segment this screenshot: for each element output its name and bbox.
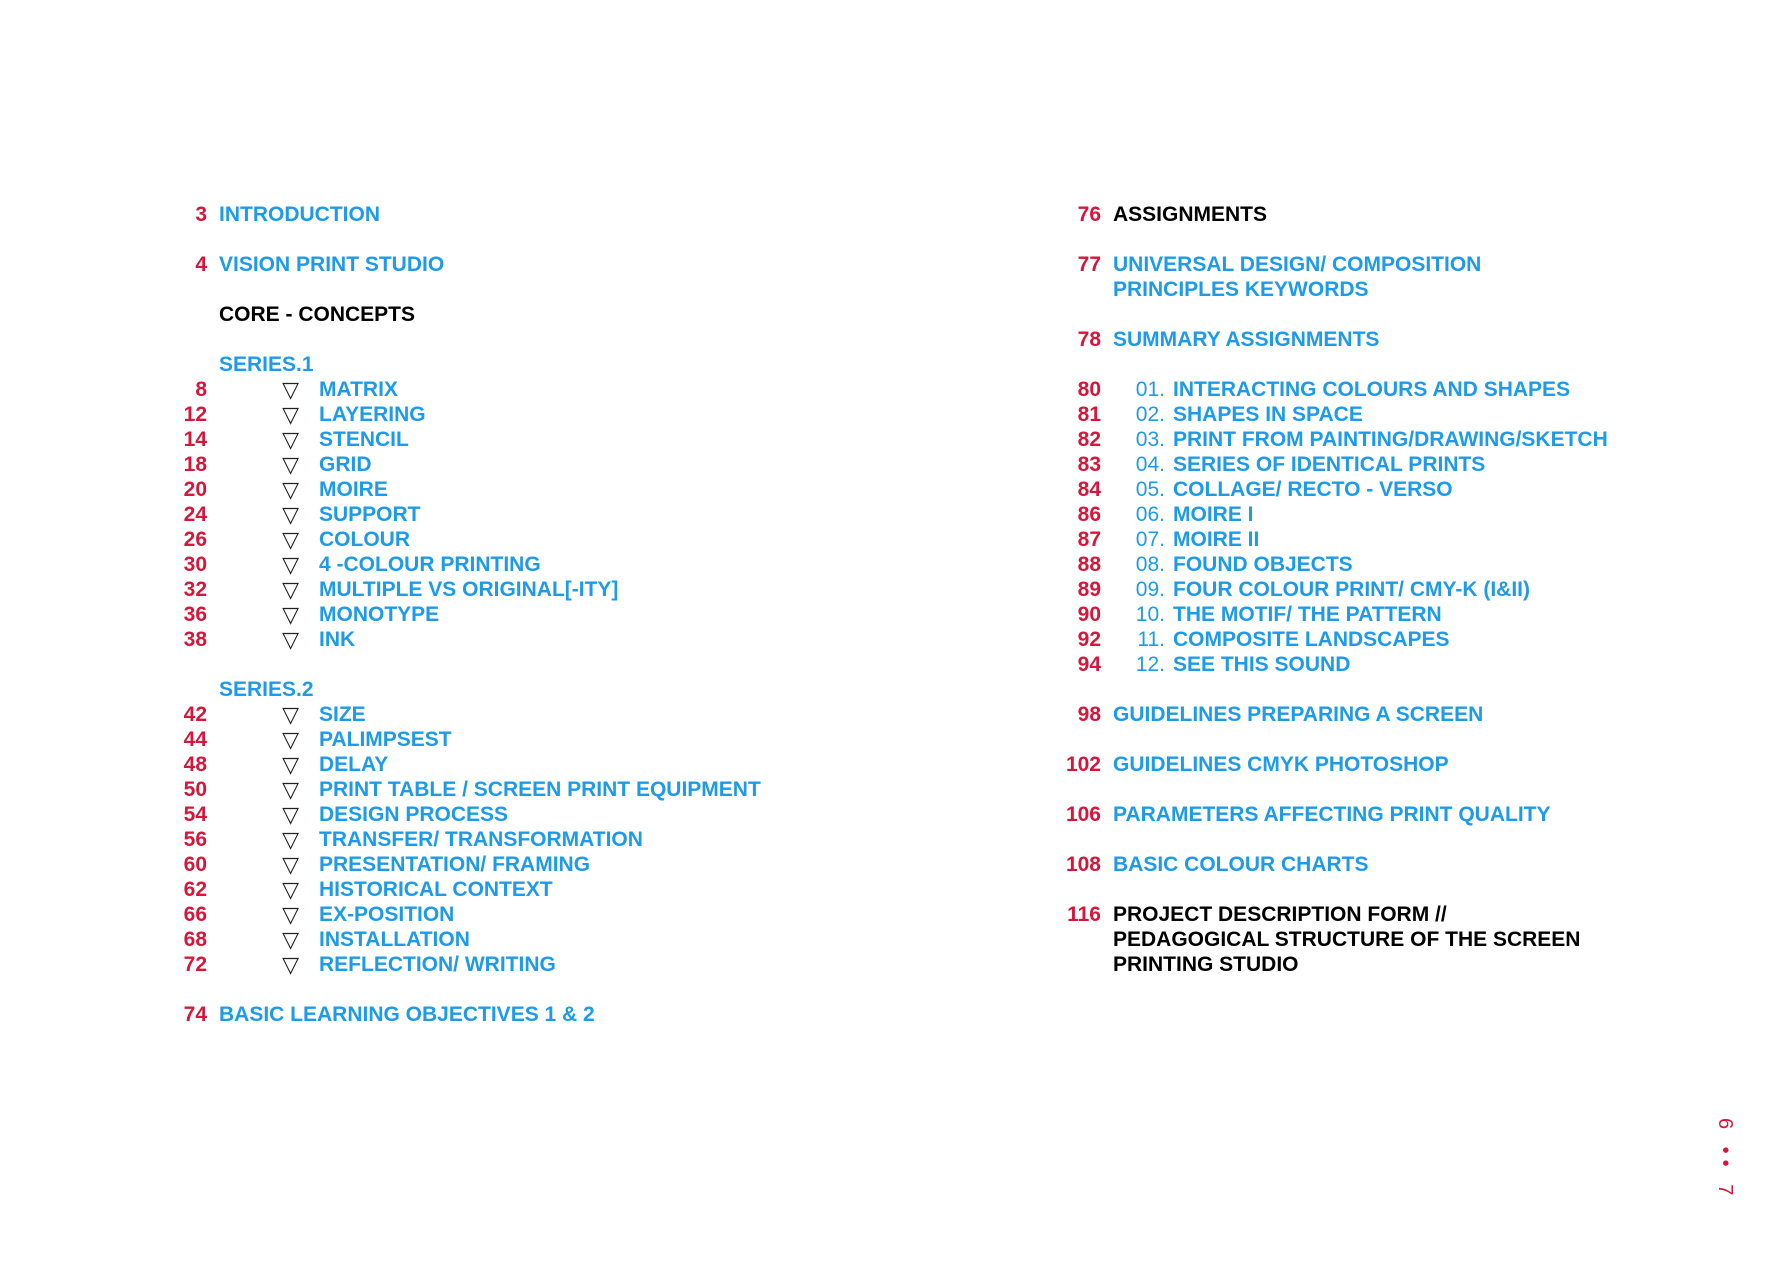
toc-entry-series-1 bbox=[150, 352, 830, 377]
triangle-down-icon: ▽ bbox=[282, 752, 299, 777]
toc-entry-label: INK bbox=[319, 628, 356, 651]
toc-page-number: 42 bbox=[183, 703, 207, 726]
toc-page-number: 32 bbox=[183, 578, 207, 601]
toc-spacer bbox=[150, 652, 830, 677]
toc-entry-assignments[interactable] bbox=[1030, 202, 1690, 227]
toc-assignment-index: 02. bbox=[1135, 403, 1165, 426]
toc-page-number: 78 bbox=[1077, 328, 1101, 351]
toc-entry-support[interactable] bbox=[150, 502, 830, 527]
toc-entry-label: GUIDELINES PREPARING A SCREEN bbox=[1113, 703, 1484, 726]
toc-entry-label: VISION PRINT STUDIO bbox=[219, 253, 445, 276]
toc-spacer bbox=[1030, 727, 1690, 752]
toc-page-number: 50 bbox=[183, 778, 207, 801]
toc-entry-delay[interactable] bbox=[150, 752, 830, 777]
toc-page-number: 62 bbox=[183, 878, 207, 901]
toc-entry-label: DESIGN PROCESS bbox=[319, 803, 509, 826]
triangle-down-icon: ▽ bbox=[282, 402, 299, 427]
toc-entry-label: SERIES OF IDENTICAL PRINTS bbox=[1173, 453, 1486, 476]
toc-entry-installation[interactable] bbox=[150, 927, 830, 952]
toc-page-number: 26 bbox=[183, 528, 207, 551]
toc-assignment-index: 11. bbox=[1137, 628, 1165, 651]
toc-entry-colour[interactable] bbox=[150, 527, 830, 552]
toc-entry-grid[interactable] bbox=[150, 452, 830, 477]
toc-page-number: 8 bbox=[195, 378, 207, 401]
toc-entry-label: REFLECTION/ WRITING bbox=[319, 953, 556, 976]
triangle-down-icon: ▽ bbox=[282, 627, 299, 652]
toc-page-number: 94 bbox=[1077, 653, 1101, 676]
toc-page-number: 82 bbox=[1077, 428, 1101, 451]
toc-entry-label: FOUND OBJECTS bbox=[1173, 553, 1353, 576]
toc-spacer bbox=[150, 277, 830, 302]
toc-page-number: 38 bbox=[183, 628, 207, 651]
triangle-down-icon: ▽ bbox=[282, 802, 299, 827]
toc-page-number: 87 bbox=[1077, 528, 1101, 551]
toc-page-number: 80 bbox=[1077, 378, 1101, 401]
triangle-down-icon: ▽ bbox=[282, 577, 299, 602]
toc-entry-vision-print-studio[interactable] bbox=[150, 252, 830, 277]
toc-entry-summary-assignments[interactable] bbox=[1030, 327, 1690, 352]
toc-page-number: 56 bbox=[183, 828, 207, 851]
toc-page-number: 4 bbox=[195, 253, 207, 276]
triangle-down-icon: ▽ bbox=[282, 452, 299, 477]
toc-page-number: 48 bbox=[183, 753, 207, 776]
toc-page-number: 72 bbox=[183, 953, 207, 976]
toc-entry-label: MOIRE I bbox=[1173, 503, 1254, 526]
toc-assignment-index: 01. bbox=[1135, 378, 1165, 401]
toc-entry-4-colour-printing[interactable] bbox=[150, 552, 830, 577]
toc-page-number: 92 bbox=[1077, 628, 1101, 651]
toc-entry-label: SEE THIS SOUND bbox=[1173, 653, 1351, 676]
toc-entry-label: CORE - CONCEPTS bbox=[219, 303, 416, 326]
toc-entry-label: BASIC COLOUR CHARTS bbox=[1113, 853, 1369, 876]
triangle-down-icon: ▽ bbox=[282, 927, 299, 952]
triangle-down-icon: ▽ bbox=[282, 902, 299, 927]
toc-entry-introduction[interactable] bbox=[150, 202, 830, 227]
toc-entry-label: SERIES.2 bbox=[219, 678, 314, 701]
toc-entry-label: COLOUR bbox=[319, 528, 410, 551]
toc-entry-ink[interactable] bbox=[150, 627, 830, 652]
toc-right-column bbox=[1030, 202, 1690, 977]
toc-entry-shapes-in-space[interactable] bbox=[1030, 402, 1690, 427]
toc-page-number: 106 bbox=[1065, 803, 1101, 826]
toc-entry-label: PRINT FROM PAINTING/DRAWING/SKETCH bbox=[1173, 428, 1608, 451]
toc-page-number: 36 bbox=[183, 603, 207, 626]
toc-assignment-index: 06. bbox=[1135, 503, 1165, 526]
toc-page-number: 74 bbox=[183, 1003, 207, 1026]
page-numbers-label: 6 •• 7 bbox=[1714, 1118, 1736, 1202]
toc-entry-multiple-vs-original-ity[interactable] bbox=[150, 577, 830, 602]
toc-entry-collage-recto-verso[interactable] bbox=[1030, 477, 1690, 502]
toc-page-number: 84 bbox=[1077, 478, 1101, 501]
toc-assignment-index: 03. bbox=[1135, 428, 1165, 451]
toc-spacer bbox=[1030, 227, 1690, 252]
toc-page-number: 98 bbox=[1077, 703, 1101, 726]
triangle-down-icon: ▽ bbox=[282, 727, 299, 752]
toc-entry-reflection-writing[interactable] bbox=[150, 952, 830, 977]
toc-spacer bbox=[1030, 877, 1690, 902]
toc-entry-label: PRINT TABLE / SCREEN PRINT EQUIPMENT bbox=[319, 778, 761, 801]
toc-entry-size[interactable] bbox=[150, 702, 830, 727]
toc-entry-guidelines-cmyk-photoshop[interactable] bbox=[1030, 752, 1690, 777]
toc-entry-ex-position[interactable] bbox=[150, 902, 830, 927]
toc-entry-label: SUPPORT bbox=[319, 503, 421, 526]
toc-spacer bbox=[150, 327, 830, 352]
toc-entry-historical-context[interactable] bbox=[150, 877, 830, 902]
toc-entry-label: TRANSFER/ TRANSFORMATION bbox=[319, 828, 643, 851]
triangle-down-icon: ▽ bbox=[282, 527, 299, 552]
toc-entry-label: COLLAGE/ RECTO - VERSO bbox=[1173, 478, 1453, 501]
toc-entry-label: INTERACTING COLOURS AND SHAPES bbox=[1173, 378, 1571, 401]
toc-spacer bbox=[1030, 677, 1690, 702]
toc-assignment-index: 12. bbox=[1135, 653, 1165, 676]
toc-entry-composite-landscapes[interactable] bbox=[1030, 627, 1690, 652]
toc-entry-label: PARAMETERS AFFECTING PRINT QUALITY bbox=[1113, 803, 1551, 826]
toc-page-number: 12 bbox=[183, 403, 207, 426]
toc-entry-moire-i[interactable] bbox=[1030, 502, 1690, 527]
toc-entry-label: SHAPES IN SPACE bbox=[1173, 403, 1363, 426]
toc-entry-label: MOIRE II bbox=[1173, 528, 1260, 551]
toc-entry-parameters-affecting-print-quality[interactable] bbox=[1030, 802, 1690, 827]
toc-page-number: 102 bbox=[1065, 753, 1101, 776]
toc-page-number: 14 bbox=[183, 428, 207, 451]
toc-spacer bbox=[1030, 352, 1690, 377]
toc-page-number: 66 bbox=[183, 903, 207, 926]
toc-entry-label: HISTORICAL CONTEXT bbox=[319, 878, 553, 901]
toc-entry-label: FOUR COLOUR PRINT/ CMY-K (I&II) bbox=[1173, 578, 1530, 601]
toc-entry-presentation-framing[interactable] bbox=[150, 852, 830, 877]
toc-page-number: 76 bbox=[1077, 203, 1101, 226]
triangle-down-icon: ▽ bbox=[282, 377, 299, 402]
triangle-down-icon: ▽ bbox=[282, 852, 299, 877]
toc-entry-label: PRESENTATION/ FRAMING bbox=[319, 853, 591, 876]
triangle-down-icon: ▽ bbox=[282, 552, 299, 577]
toc-assignment-index: 07. bbox=[1135, 528, 1165, 551]
toc-entry-label: INSTALLATION bbox=[319, 928, 470, 951]
toc-entry-stencil[interactable] bbox=[150, 427, 830, 452]
toc-entry-label: BASIC LEARNING OBJECTIVES 1 & 2 bbox=[219, 1003, 595, 1026]
toc-entry-layering[interactable] bbox=[150, 402, 830, 427]
toc-page-number: 54 bbox=[183, 803, 207, 826]
toc-entry-moire-ii[interactable] bbox=[1030, 527, 1690, 552]
toc-entry-label: MULTIPLE VS ORIGINAL[-ITY] bbox=[319, 578, 619, 601]
toc-entry-label: SUMMARY ASSIGNMENTS bbox=[1113, 328, 1380, 351]
toc-entry-label: PALIMPSEST bbox=[319, 728, 452, 751]
toc-assignment-index: 05. bbox=[1135, 478, 1165, 501]
toc-page-number: 3 bbox=[195, 203, 207, 226]
toc-spacer bbox=[1030, 827, 1690, 852]
toc-entry-label: 4 -COLOUR PRINTING bbox=[319, 553, 541, 576]
toc-entry-print-table-screen-print-equipment[interactable] bbox=[150, 777, 830, 802]
triangle-down-icon: ▽ bbox=[282, 427, 299, 452]
toc-page-number: 30 bbox=[183, 553, 207, 576]
toc-page-number: 89 bbox=[1077, 578, 1101, 601]
toc-spacer bbox=[1030, 302, 1690, 327]
toc-entry-print-from-painting-drawing-sketch[interactable] bbox=[1030, 427, 1690, 452]
toc-entry-label: THE MOTIF/ THE PATTERN bbox=[1173, 603, 1442, 626]
triangle-down-icon: ▽ bbox=[282, 827, 299, 852]
toc-page-number: 88 bbox=[1077, 553, 1101, 576]
toc-page-number: 24 bbox=[183, 503, 207, 526]
toc-entry-project-description-form-pedagogical-structure-of-the-screen-printing-studio[interactable] bbox=[1030, 902, 1690, 977]
toc-entry-label: ASSIGNMENTS bbox=[1113, 203, 1268, 226]
toc-spacer bbox=[150, 977, 830, 1002]
toc-entry-label: GRID bbox=[319, 453, 372, 476]
toc-spacer bbox=[1030, 777, 1690, 802]
toc-entry-transfer-transformation[interactable] bbox=[150, 827, 830, 852]
toc-entry-label: INTRODUCTION bbox=[219, 203, 380, 226]
toc-entry-series-of-identical-prints[interactable] bbox=[1030, 452, 1690, 477]
triangle-down-icon: ▽ bbox=[282, 702, 299, 727]
toc-assignment-index: 08. bbox=[1135, 553, 1165, 576]
toc-entry-guidelines-preparing-a-screen[interactable] bbox=[1030, 702, 1690, 727]
toc-page-number: 90 bbox=[1077, 603, 1101, 626]
toc-assignment-index: 09. bbox=[1135, 578, 1165, 601]
toc-page-number: 77 bbox=[1077, 253, 1101, 276]
toc-assignment-index: 04. bbox=[1135, 453, 1165, 476]
toc-entry-label: SIZE bbox=[319, 703, 366, 726]
triangle-down-icon: ▽ bbox=[282, 502, 299, 527]
toc-entry-see-this-sound[interactable] bbox=[1030, 652, 1690, 677]
toc-page-number: 86 bbox=[1077, 503, 1101, 526]
triangle-down-icon: ▽ bbox=[282, 777, 299, 802]
toc-page-number: 116 bbox=[1067, 903, 1101, 926]
toc-entry-label: STENCIL bbox=[319, 428, 409, 451]
toc-entry-core-concepts bbox=[150, 302, 830, 327]
toc-entry-the-motif-the-pattern[interactable] bbox=[1030, 602, 1690, 627]
toc-assignment-index: 10. bbox=[1135, 603, 1165, 626]
toc-left-column bbox=[150, 202, 830, 1027]
triangle-down-icon: ▽ bbox=[282, 602, 299, 627]
triangle-down-icon: ▽ bbox=[282, 952, 299, 977]
toc-entry-basic-colour-charts[interactable] bbox=[1030, 852, 1690, 877]
toc-entry-palimpsest[interactable] bbox=[150, 727, 830, 752]
toc-entry-label: SERIES.1 bbox=[219, 353, 314, 376]
toc-page-number: 81 bbox=[1077, 403, 1101, 426]
toc-entry-moire[interactable] bbox=[150, 477, 830, 502]
toc-page-number: 68 bbox=[183, 928, 207, 951]
toc-entry-label: COMPOSITE LANDSCAPES bbox=[1173, 628, 1450, 651]
toc-entry-label: DELAY bbox=[319, 753, 389, 776]
toc-entry-four-colour-print-cmy-k-i-ii[interactable] bbox=[1030, 577, 1690, 602]
toc-entry-label: MATRIX bbox=[319, 378, 398, 401]
toc-entry-label: LAYERING bbox=[319, 403, 426, 426]
page-numbers bbox=[1710, 1118, 1740, 1202]
toc-entry-found-objects[interactable] bbox=[1030, 552, 1690, 577]
toc-entry-label: MOIRE bbox=[319, 478, 388, 501]
toc-entry-label: UNIVERSAL DESIGN/ COMPOSITION PRINCIPLES KEYWORDS bbox=[1113, 253, 1482, 301]
toc-page-number: 60 bbox=[183, 853, 207, 876]
toc-entry-series-2 bbox=[150, 677, 830, 702]
toc-page-number: 20 bbox=[183, 478, 207, 501]
triangle-down-icon: ▽ bbox=[282, 477, 299, 502]
triangle-down-icon: ▽ bbox=[282, 877, 299, 902]
toc-entry-matrix[interactable] bbox=[150, 377, 830, 402]
toc-page-number: 18 bbox=[183, 453, 207, 476]
toc-entry-label: PROJECT DESCRIPTION FORM // PEDAGOGICAL STRUCTURE OF THE SCREEN PRINTING STUDIO bbox=[1113, 903, 1581, 976]
toc-page-number: 44 bbox=[183, 728, 207, 751]
toc-page-number: 83 bbox=[1077, 453, 1101, 476]
toc-spacer bbox=[150, 227, 830, 252]
toc-entry-monotype[interactable] bbox=[150, 602, 830, 627]
toc-entry-label: GUIDELINES CMYK PHOTOSHOP bbox=[1113, 753, 1449, 776]
toc-entry-label: MONOTYPE bbox=[319, 603, 440, 626]
toc-entry-label: EX-POSITION bbox=[319, 903, 455, 926]
toc-entry-universal-design-composition-principles-keywords[interactable] bbox=[1030, 252, 1690, 302]
toc-entry-interacting-colours-and-shapes[interactable] bbox=[1030, 377, 1690, 402]
toc-page-number: 108 bbox=[1065, 853, 1101, 876]
toc-entry-basic-learning-objectives-1-2[interactable] bbox=[150, 1002, 830, 1027]
toc-entry-design-process[interactable] bbox=[150, 802, 830, 827]
